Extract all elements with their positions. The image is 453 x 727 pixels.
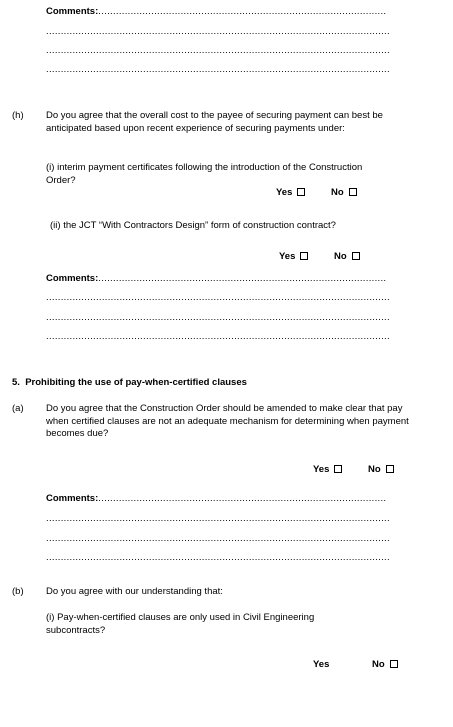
comment-line[interactable]: ..................................................................................................................... (46, 45, 390, 56)
question-h-sub2: (ii) the JCT “With Contractors Design” form of construction contract? (50, 220, 336, 231)
comments-label-a: Comments:.................................................................................................. (46, 493, 387, 504)
yes-no-row-a: Yes No (313, 464, 394, 475)
no-checkbox[interactable] (352, 252, 360, 260)
yes-no-row-h2: Yes No (279, 251, 360, 262)
comment-line[interactable]: ..................................................................................................................... (46, 312, 390, 323)
question-a-text: Do you agree that the Construction Order should be amended to make clear that pay when certified clauses are not an adequate mechanism for determining when payment becomes due? (46, 403, 409, 439)
comment-line[interactable]: ..................................................................................................................... (46, 513, 390, 524)
yes-checkbox[interactable] (334, 465, 342, 473)
question-b-text: Do you agree with our understanding that: (46, 586, 223, 597)
no-checkbox[interactable] (390, 660, 398, 668)
question-a-number: (a) (12, 403, 24, 414)
question-b-number: (b) (12, 586, 24, 597)
comment-line[interactable]: ..................................................................................................................... (46, 331, 390, 342)
comment-line[interactable]: ..................................................................................................................... (46, 64, 390, 75)
comment-line[interactable]: ..................................................................................................................... (46, 533, 390, 544)
yes-checkbox[interactable] (300, 252, 308, 260)
comment-line[interactable]: ..................................................................................................................... (46, 292, 390, 303)
comments-label-top: Comments:.................................................................................................. (46, 6, 387, 17)
comments-label-h: Comments:.................................................................................................. (46, 273, 387, 284)
section-5-heading: 5. Prohibiting the use of pay-when-certified clauses (12, 377, 247, 388)
question-h-number: (h) (12, 110, 24, 121)
no-checkbox[interactable] (386, 465, 394, 473)
yes-checkbox[interactable] (297, 188, 305, 196)
comment-line[interactable]: ..................................................................................................................... (46, 26, 390, 37)
question-h-text: Do you agree that the overall cost to the payee of securing payment can best be anticipated based upon recent experience of securing payments under: (46, 110, 383, 134)
yes-no-row-b: Yes No (313, 659, 398, 670)
yes-no-row-h1: Yes No (276, 187, 357, 198)
question-h-sub1: (i) interim payment certificates following the introduction of the Construction Order? (46, 162, 363, 186)
question-b-sub1: (i) Pay-when-certified clauses are only used in Civil Engineering subcontracts? (46, 612, 315, 636)
no-checkbox[interactable] (349, 188, 357, 196)
comment-line[interactable]: ..................................................................................................................... (46, 552, 390, 563)
